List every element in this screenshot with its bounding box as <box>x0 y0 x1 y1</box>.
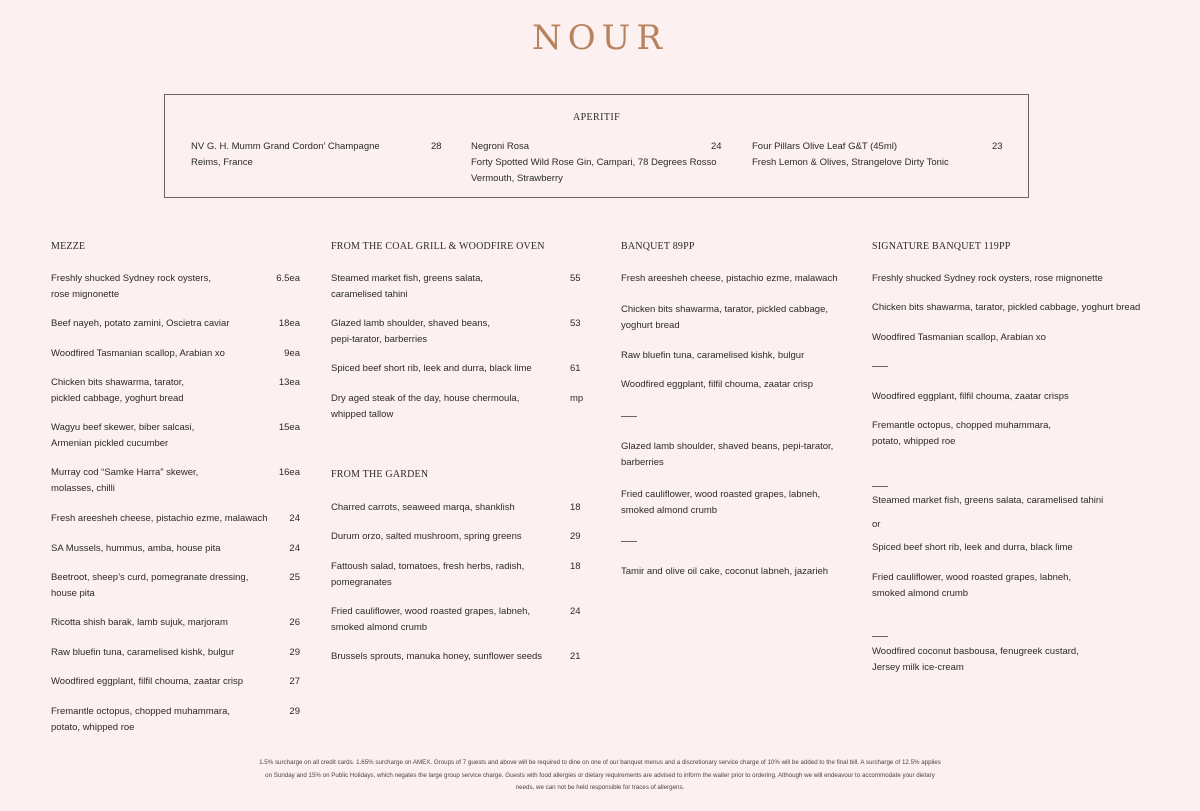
menu-item-desc: rose mignonette <box>51 289 120 300</box>
aperitif-item-desc: Reims, France <box>191 157 253 168</box>
grill-title: FROM THE COAL GRILL & WOODFIRE OVEN <box>331 241 545 252</box>
logo-text: NOUR <box>532 18 668 58</box>
menu-item-desc: pepi-tarator, barberries <box>331 334 428 345</box>
course-divider <box>621 416 637 417</box>
menu-item-price: 6.5ea <box>276 273 300 284</box>
menu-item <box>621 348 804 364</box>
menu-item <box>51 615 228 631</box>
menu-item <box>331 559 581 591</box>
menu-item <box>331 604 581 636</box>
menu-item-name: Brussels sprouts, manuka honey, sunflower seeds <box>331 651 543 662</box>
menu-item-price: 13ea <box>278 377 300 388</box>
menu-item-price: 29 <box>289 647 300 658</box>
restaurant-logo <box>0 18 1200 58</box>
menu-item-desc: potato, whipped roe <box>872 436 956 447</box>
menu-item-price: 29 <box>570 531 581 542</box>
menu-item-name: Chicken bits shawarma, tarator, pickled cabbage, yoghurt bread <box>872 302 1141 313</box>
menu-item-desc: yoghurt bread <box>621 320 680 331</box>
menu-item-price: 27 <box>289 676 300 687</box>
menu-item <box>872 330 1046 346</box>
menu-item-price: 15ea <box>278 422 300 433</box>
banquet-title: BANQUET 89PP <box>621 241 695 252</box>
menu-item <box>331 361 581 377</box>
footer-line: 1.5% surcharge on all credit cards. 1.65% surcharge on AMEX. Groups of 7 guests and above will be required to dine on one of our banquet menus and a discretionary service charge of 10% will be added to the final bill. A surcharge of 12.5% applies <box>259 759 941 766</box>
menu-item-price: 18 <box>570 502 581 513</box>
menu-item-desc: potato, whipped roe <box>51 722 135 733</box>
menu-item-name: Fremantle octopus, chopped muhammara, <box>872 420 1052 431</box>
menu-item-desc: Armenian pickled cucumber <box>51 438 169 449</box>
menu-item <box>51 541 221 557</box>
aperitif-item-name: NV G. H. Mumm Grand Cordon’ Champagne <box>191 141 380 152</box>
mezze-title: MEZZE <box>51 241 86 252</box>
aperitif-item-desc: Vermouth, Strawberry <box>471 173 563 184</box>
menu-item-name: Freshly shucked Sydney rock oysters, rose mignonette <box>872 273 1103 284</box>
menu-item-name: or <box>872 519 881 530</box>
menu-item <box>51 375 184 407</box>
menu-item-desc: smoked almond crumb <box>621 505 718 516</box>
menu-item-desc: smoked almond crumb <box>331 622 428 633</box>
aperitif-title: APERITIF <box>572 112 621 123</box>
menu-item <box>621 302 828 334</box>
menu-item-name: Raw bluefin tuna, caramelised kishk, bulgur <box>51 647 235 658</box>
menu-item-name: Wagyu beef skewer, biber salcasi, <box>51 422 195 433</box>
menu-item-desc: Jersey milk ice-cream <box>872 662 964 673</box>
menu-item <box>872 271 1103 287</box>
footer-line: needs, we can not be held responsible for traces of allergens. <box>515 784 685 791</box>
menu-item-price: 18ea <box>278 318 300 329</box>
menu-item-price: 26 <box>289 617 300 628</box>
menu-item-name: Ricotta shish barak, lamb sujuk, marjoram <box>51 617 228 628</box>
course-divider <box>872 366 888 367</box>
menu-item-name: Charred carrots, seaweed marqa, shanklish <box>331 502 515 513</box>
menu-item-name: Woodfired Tasmanian scallop, Arabian xo <box>51 348 225 359</box>
menu-item <box>331 316 581 348</box>
menu-item <box>51 570 248 602</box>
menu-item <box>621 487 820 519</box>
menu-item <box>621 439 833 471</box>
menu-item <box>51 674 243 690</box>
menu-item-name: Fresh areesheh cheese, pistachio ezme, malawach <box>621 273 838 284</box>
menu-item-name: Beef nayeh, potato zamini, Oscietra caviar <box>51 318 230 329</box>
menu-item-name: Chicken bits shawarma, tarator, <box>51 377 185 388</box>
menu-item-name: Woodfired eggplant, filfil chouma, zaatar crisp <box>621 379 814 390</box>
menu-item-desc: molasses, chilli <box>51 483 115 494</box>
signature-banquet-title: SIGNATURE BANQUET 119PP <box>872 241 1011 252</box>
menu-item-name: Fremantle octopus, chopped muhammara, <box>51 706 231 717</box>
menu-item-name: Spiced beef short rib, leek and durra, black lime <box>331 363 532 374</box>
menu-item <box>51 420 194 452</box>
menu-item-price: 24 <box>289 513 300 524</box>
menu-item <box>872 300 1140 316</box>
menu-item-price: mp <box>570 393 584 404</box>
menu-item-name: Beetroot, sheep’s curd, pomegranate dressing, <box>51 572 249 583</box>
menu-item-name: Spiced beef short rib, leek and durra, black lime <box>872 542 1073 553</box>
menu-item-price: 61 <box>570 363 581 374</box>
aperitif-section <box>164 94 1029 198</box>
menu-item-name: Woodfired eggplant, filfil chouma, zaatar crisp <box>51 676 244 687</box>
menu-item <box>872 517 880 533</box>
menu-item-desc: whipped tallow <box>331 409 394 420</box>
aperitif-item-name: Negroni Rosa <box>471 141 530 152</box>
menu-item-price: 25 <box>289 572 300 583</box>
menu-item-price: 16ea <box>278 467 300 478</box>
menu-item-price: 24 <box>289 543 300 554</box>
menu-item-name: Murray cod “Samke Harra” skewer, <box>51 467 199 478</box>
garden-title: FROM THE GARDEN <box>331 469 429 480</box>
menu-item <box>331 529 581 545</box>
menu-item-price: 9ea <box>284 348 300 359</box>
menu-item-name: Woodfired Tasmanian scallop, Arabian xo <box>872 332 1046 343</box>
menu-item-name: Tamir and olive oil cake, coconut labneh, jazarieh <box>621 566 829 577</box>
menu-item-name: Fried cauliflower, wood roasted grapes, labneh, <box>621 489 821 500</box>
menu-item-name: Glazed lamb shoulder, shaved beans, <box>331 318 490 329</box>
course-divider <box>872 636 888 637</box>
menu-item-name: Steamed market fish, greens salata, caramelised tahini <box>872 495 1104 506</box>
menu-item <box>51 316 229 332</box>
menu-item <box>331 500 581 516</box>
menu-item-desc: house pita <box>51 588 95 599</box>
footer-line: on Sunday and 15% on Public Holidays, which negates the large group service charge. Guests with food allergies or dietary requirements are advised to inform the waiter prior to ordering. Although we will endeavour to accommodate your dietary <box>265 771 935 779</box>
menu-item <box>51 346 225 362</box>
menu-item <box>331 649 581 665</box>
menu-item <box>331 391 584 423</box>
aperitif-item-price: 23 <box>992 141 1003 152</box>
menu-item <box>872 493 1103 509</box>
menu-item-price: 21 <box>570 651 581 662</box>
menu-item-name: Freshly shucked Sydney rock oysters, <box>51 273 211 284</box>
menu-item-price: 18 <box>570 561 581 572</box>
menu-item <box>872 644 1079 676</box>
menu-item <box>621 377 813 393</box>
menu-item-name: SA Mussels, hummus, amba, house pita <box>51 543 221 554</box>
menu-item-desc: smoked almond crumb <box>872 588 969 599</box>
menu-item <box>51 645 234 661</box>
menu-item-name: Raw bluefin tuna, caramelised kishk, bulgur <box>621 350 805 361</box>
menu-item-name: Fried cauliflower, wood roasted grapes, labneh, <box>872 572 1072 583</box>
menu-item-name: Fried cauliflower, wood roasted grapes, labneh, <box>331 606 531 617</box>
menu-item <box>51 511 268 527</box>
aperitif-item-name: Four Pillars Olive Leaf G&T (45ml) <box>752 141 898 152</box>
menu-item <box>872 570 1071 602</box>
menu-item-price: 53 <box>570 318 581 329</box>
menu-item-price: 24 <box>570 606 581 617</box>
menu-item-name: Woodfired coconut basbousa, fenugreek custard, <box>872 646 1079 657</box>
menu-item <box>331 271 581 303</box>
menu-item-name: Durum orzo, salted mushroom, spring greens <box>331 531 522 542</box>
menu-item <box>51 465 198 497</box>
menu-item-name: Dry aged steak of the day, house chermoula, <box>331 393 520 404</box>
aperitif-item-price: 24 <box>711 141 722 152</box>
footer-notice <box>200 757 1000 795</box>
menu-item <box>621 271 838 287</box>
menu-item <box>872 540 1073 556</box>
aperitif-item-desc: Forty Spotted Wild Rose Gin, Campari, 78 Degrees Rosso <box>471 157 717 168</box>
menu-item-desc: pickled cabbage, yoghurt bread <box>51 393 184 404</box>
menu-item-name: Glazed lamb shoulder, shaved beans, pepi-tarator, <box>621 441 834 452</box>
menu-item-name: Steamed market fish, greens salata, <box>331 273 484 284</box>
aperitif-item-desc: Fresh Lemon & Olives, Strangelove Dirty Tonic <box>752 157 949 168</box>
menu-item-price: 29 <box>289 706 300 717</box>
menu-item <box>621 564 828 580</box>
menu-item-name: Fattoush salad, tomatoes, fresh herbs, radish, <box>331 561 525 572</box>
menu-item-desc: pomegranates <box>331 577 392 588</box>
course-divider <box>872 486 888 487</box>
menu-item-name: Chicken bits shawarma, tarator, pickled cabbage, <box>621 304 828 315</box>
menu-item <box>872 418 1051 450</box>
menu-item <box>51 271 211 303</box>
menu-item <box>872 389 1069 405</box>
menu-item-price: 55 <box>570 273 581 284</box>
menu-item <box>51 704 230 736</box>
menu-item-name: Fresh areesheh cheese, pistachio ezme, malawach <box>51 513 268 524</box>
menu-item-desc: caramelised tahini <box>331 289 408 300</box>
aperitif-item-price: 28 <box>431 141 442 152</box>
course-divider <box>621 541 637 542</box>
menu-item-desc: barberries <box>621 457 664 468</box>
menu-item-name: Woodfired eggplant, filfil chouma, zaatar crisps <box>872 391 1069 402</box>
